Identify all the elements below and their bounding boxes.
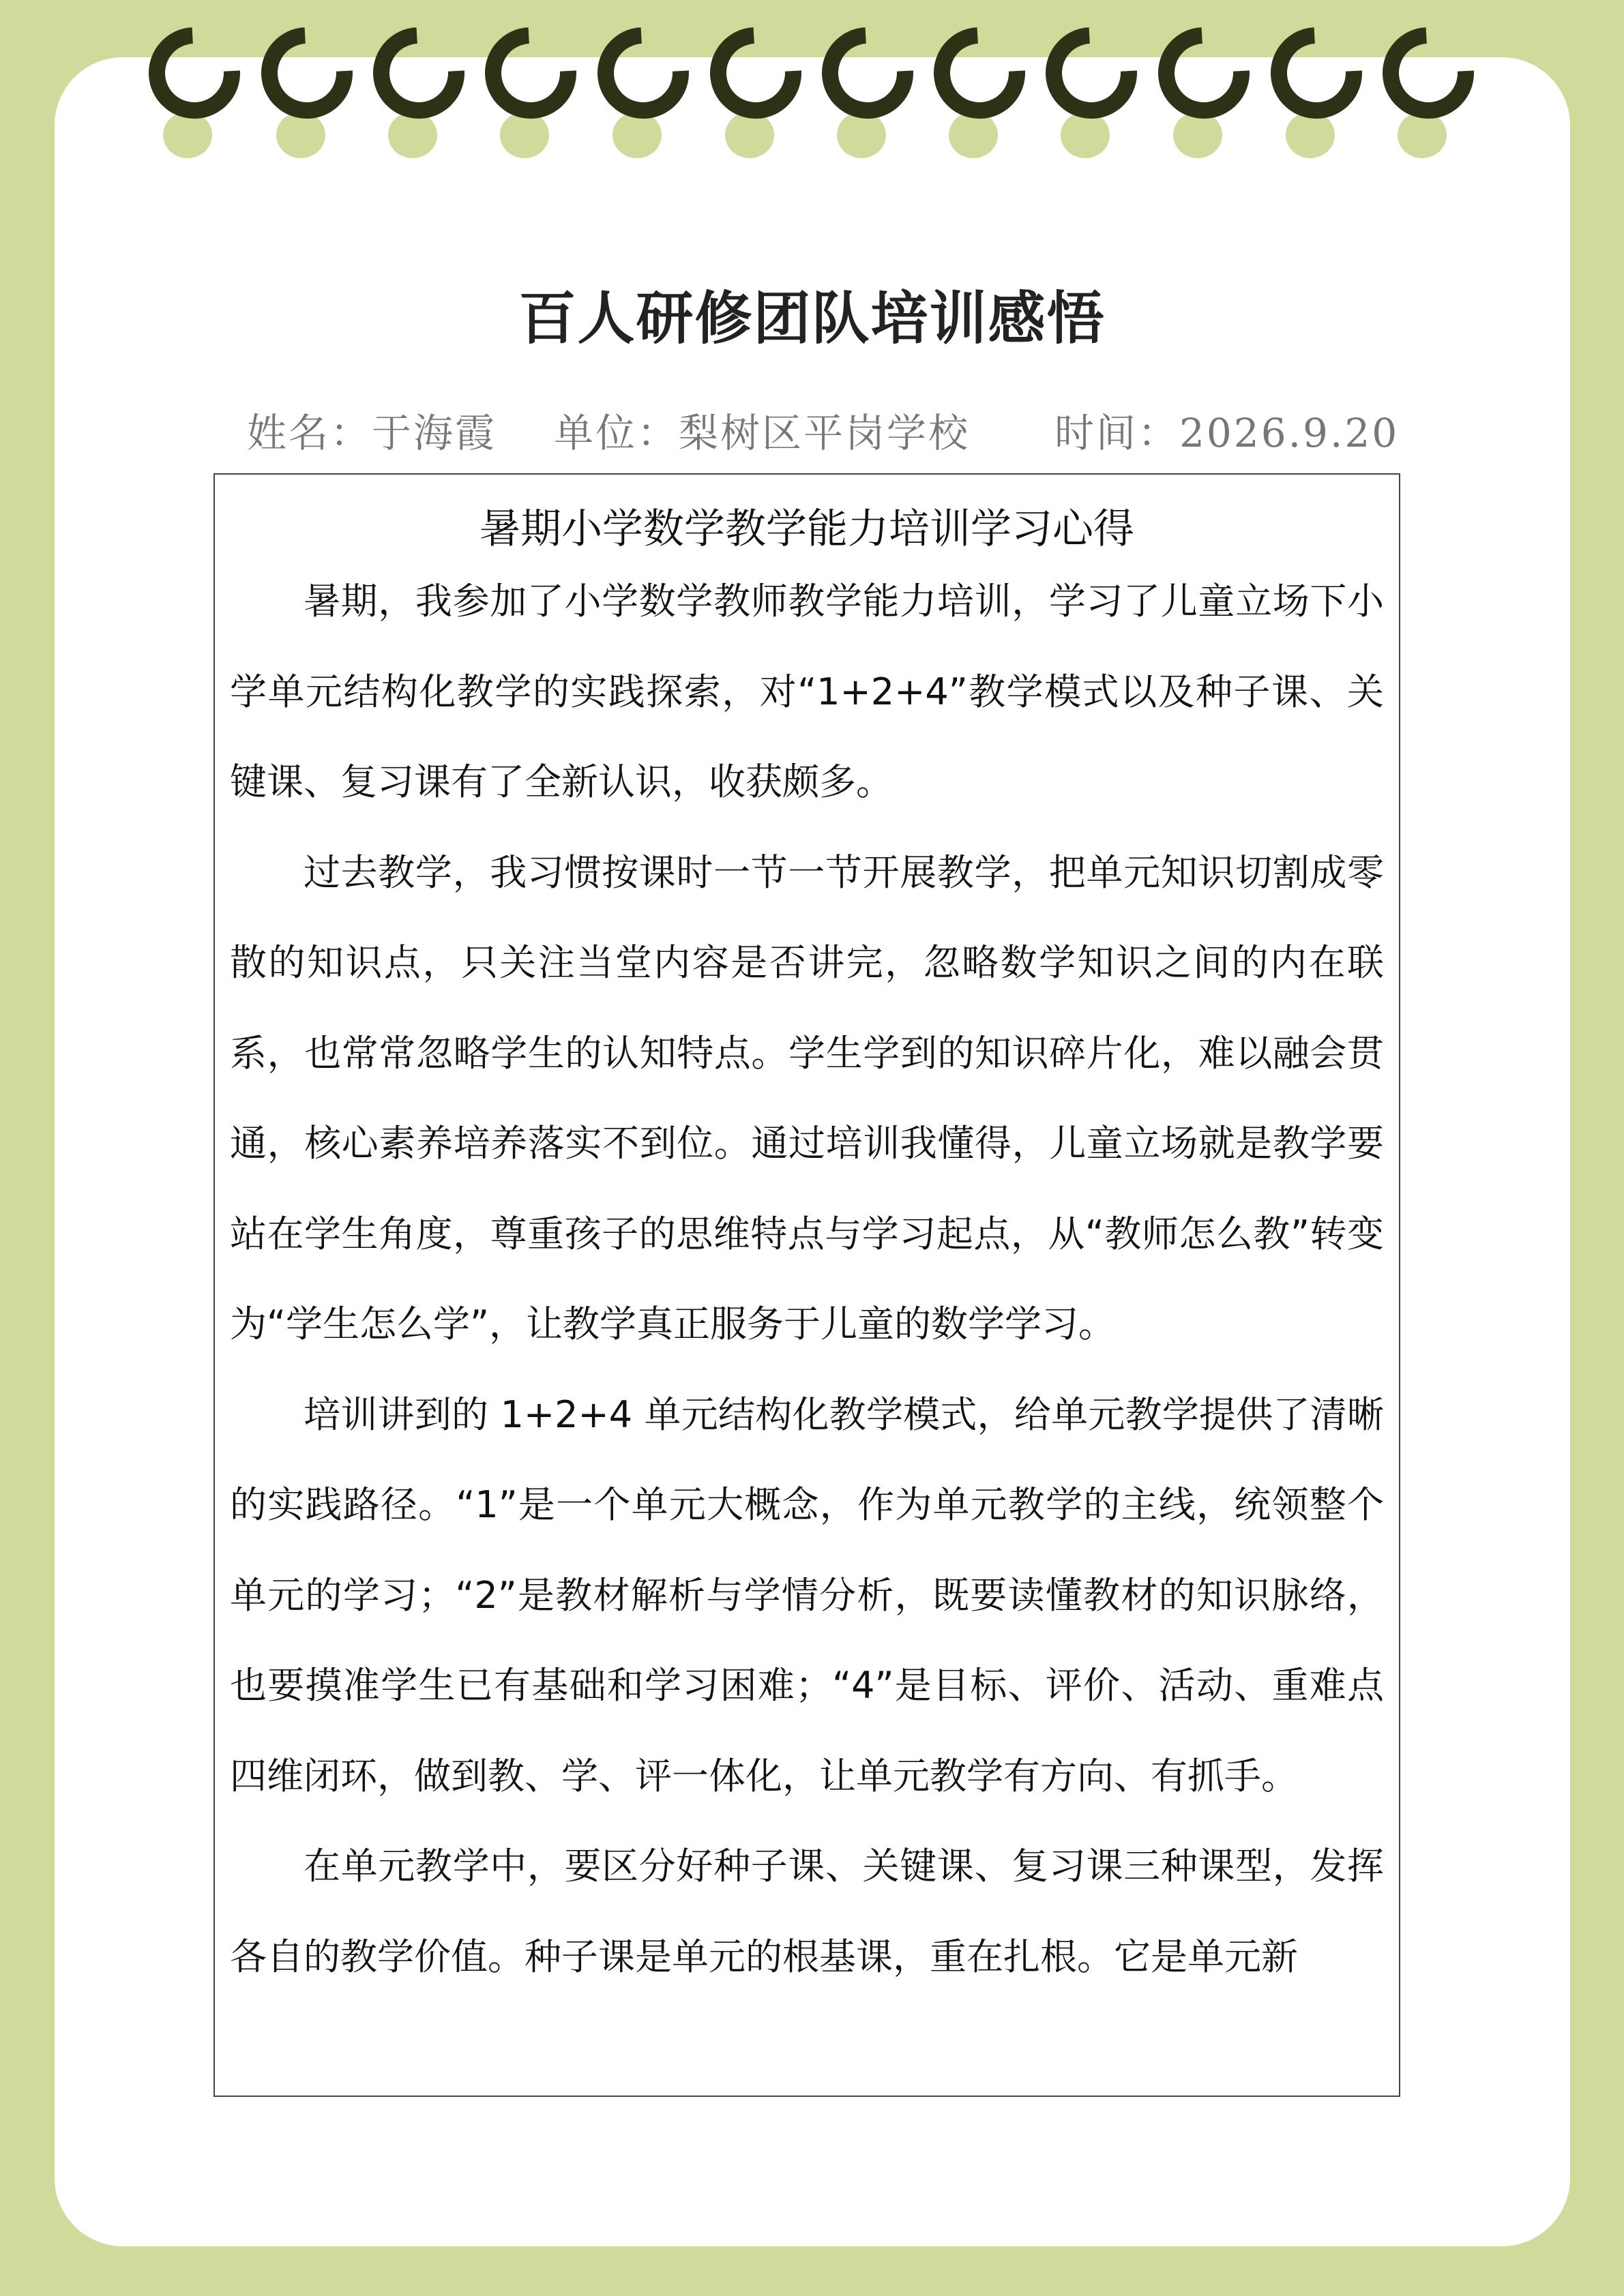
binding-ring xyxy=(803,8,932,137)
essay-title: 暑期小学数学教学能力培训学习心得 xyxy=(479,505,1134,553)
binding-ring xyxy=(1027,8,1155,137)
binding-rings xyxy=(0,0,1624,164)
binding-ring xyxy=(1252,8,1381,137)
binding-ring xyxy=(1139,8,1268,137)
binding-hole xyxy=(276,112,325,158)
binding-ring xyxy=(915,8,1044,137)
essay-box xyxy=(213,473,1400,2097)
binding-hole xyxy=(949,112,998,158)
binding-ring xyxy=(691,8,820,137)
binding-hole xyxy=(1061,112,1110,158)
date-text: 时间：2026.9.20 xyxy=(1054,410,1400,456)
page-title: 百人研修团队培训感悟 xyxy=(518,284,1106,352)
author-name: 姓名：于海霞 xyxy=(247,410,497,456)
binding-ring xyxy=(466,8,595,137)
binding-ring xyxy=(242,8,371,137)
binding-hole xyxy=(837,112,886,158)
binding-ring xyxy=(1363,8,1492,137)
binding-hole xyxy=(1398,112,1447,158)
paragraph: 培训讲到的 1+2+4 单元结构化教学模式，给单元教学提供了清晰的实践路径。“1”是一个单元大概念，作为单元教学的主线，统领整个单元的学习；“2”是教材解析与学情分析，既要读懂教材的知识脉络，也要摸准学生已有基础和学习困难；“4”是目标、评价、活动、重难点四维闭环，做到教、学、评一体化，让单元教学有方向、有抓手。 xyxy=(230,1392,1384,1798)
binding-hole xyxy=(163,112,212,158)
binding-ring xyxy=(130,8,259,137)
paragraph: 过去教学，我习惯按课时一节一节开展教学，把单元知识切割成零散的知识点，只关注当堂内容是否讲完，忽略数学知识之间的内在联系，也常常忽略学生的认知特点。学生学到的知识碎片化，难以融会贯通，核心素养培养落实不到位。通过培训我懂得，儿童立场就是教学要站在学生角度，尊重孩子的思维特点与学习起点，从“教师怎么教”转变为“学生怎么学”，让教学真正服务于儿童的数学学习。 xyxy=(230,850,1384,1345)
paragraph: 在单元教学中，要区分好种子课、关键课、复习课三种课型，发挥各自的教学价值。种子课是单元的根基课，重在扎根。它是单元新 xyxy=(230,1845,1384,1978)
binding-hole xyxy=(612,112,662,158)
binding-hole xyxy=(1173,112,1222,158)
binding-hole xyxy=(725,112,774,158)
binding-hole xyxy=(500,112,549,158)
paragraph: 暑期，我参加了小学数学教师教学能力培训，学习了儿童立场下小学单元结构化教学的实践探索，对“1+2+4”教学模式以及种子课、关键课、复习课有了全新认识，收获颇多。 xyxy=(230,580,1384,803)
binding-ring xyxy=(578,8,707,137)
binding-hole xyxy=(388,112,437,158)
binding-hole xyxy=(1286,112,1335,158)
author-unit: 单位：梨树区平岗学校 xyxy=(554,410,971,456)
binding-ring xyxy=(354,8,483,137)
